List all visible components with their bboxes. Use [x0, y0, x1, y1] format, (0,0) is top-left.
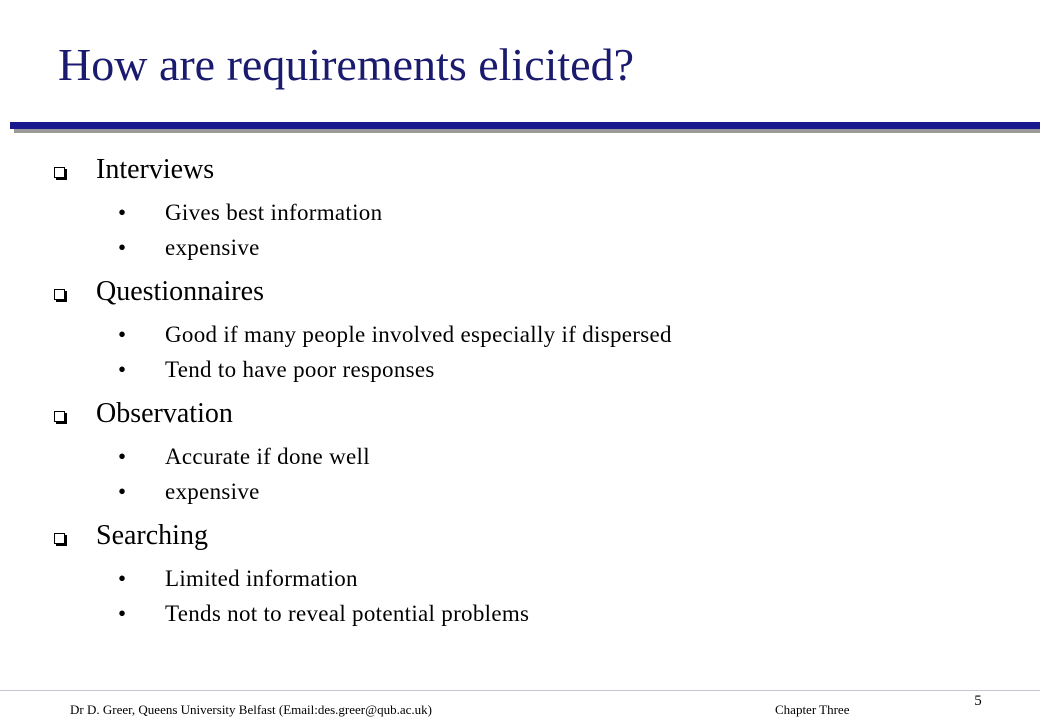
footer-divider [0, 690, 1040, 691]
sub-point-text: Tends not to reveal potential problems [165, 601, 530, 626]
bullet-icon: • [118, 357, 127, 382]
topic-title: Observation [96, 398, 233, 429]
checkbox-icon [54, 533, 65, 544]
title-divider [0, 118, 1040, 134]
sub-point [118, 442, 370, 472]
topic-questionnaires [0, 272, 1040, 394]
bullet-icon: • [118, 566, 127, 591]
footer-chapter: Chapter Three [775, 702, 850, 717]
topic-searching [0, 516, 1040, 638]
bullet-icon: • [118, 601, 127, 626]
footer-author: Dr D. Greer, Queens University Belfast (Email:des.greer@qub.ac.uk) [70, 702, 432, 717]
sub-point-text: Tend to have poor responses [165, 357, 435, 382]
topic-heading [54, 394, 233, 434]
sub-point-text: expensive [165, 479, 260, 504]
checkbox-icon [54, 411, 65, 422]
topic-heading [54, 516, 208, 556]
bullet-icon: • [118, 479, 127, 504]
slide-content [0, 150, 1040, 638]
topic-interviews [0, 150, 1040, 272]
bullet-icon: • [118, 200, 127, 225]
sub-point [118, 355, 435, 385]
sub-point [118, 233, 260, 263]
topic-observation [0, 394, 1040, 516]
sub-point [118, 477, 260, 507]
sub-point-text: Accurate if done well [165, 444, 370, 469]
topic-title: Searching [96, 520, 208, 551]
topic-title: Questionnaires [96, 276, 264, 307]
page-number: 5 [974, 693, 982, 709]
bullet-icon: • [118, 444, 127, 469]
sub-point [118, 320, 672, 350]
topic-title: Interviews [96, 154, 215, 185]
checkbox-icon [54, 167, 65, 178]
sub-point-text: Good if many people involved especially if dispersed [165, 322, 672, 347]
slide-title: How are requirements elicited? [58, 39, 635, 90]
sub-point-text: Limited information [165, 566, 358, 591]
divider-bar [10, 122, 1040, 129]
topic-heading [54, 150, 214, 190]
checkbox-icon [54, 289, 65, 300]
topic-heading [54, 272, 264, 312]
bullet-icon: • [118, 235, 127, 260]
sub-point [118, 564, 358, 594]
bullet-icon: • [118, 322, 127, 347]
sub-point-text: Gives best information [165, 200, 383, 225]
sub-point-text: expensive [165, 235, 260, 260]
sub-point [118, 599, 529, 629]
sub-point [118, 198, 382, 228]
